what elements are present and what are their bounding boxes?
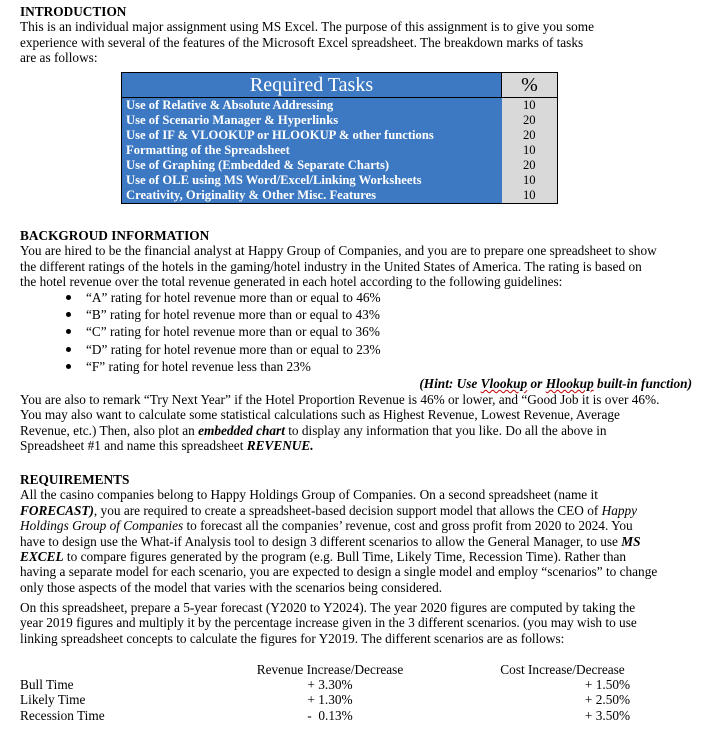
task-label: Use of Graphing (Embedded & Separate Charts) — [122, 158, 502, 173]
tasks-header-percent: % — [502, 73, 558, 98]
scenario-name: Recession Time — [20, 707, 105, 723]
req-line-5 — [20, 549, 692, 564]
scenario-header-blank — [20, 662, 250, 677]
scenario-row — [20, 708, 655, 723]
revenue-cell — [250, 677, 410, 692]
guideline-item — [20, 324, 692, 341]
req-line-4-text: have to design use the What-if Analysis tool to design 3 different scenarios to allow the General Manager, to use — [20, 533, 622, 549]
remark-line-1: You are also to remark “Try Next Year” if the Hotel Proportion Revenue is 46% or lower, and “Good Job it is over 46%. — [20, 392, 660, 407]
req-line-3 — [20, 518, 692, 533]
revenue-change: + 3.30% — [307, 677, 353, 693]
cost-cell — [470, 708, 655, 723]
task-row — [122, 143, 558, 158]
req-line-7: only those aspects of the model that varies with the scenarios being considered. — [20, 579, 443, 595]
task-label: Use of IF & VLOOKUP or HLOOKUP & other functions — [122, 128, 502, 143]
forecast-line-2: year 2019 figures and multiply it by the percentage increase given in the 3 different scenarios. (you may wish to use — [20, 615, 637, 631]
column-gap — [410, 708, 470, 723]
req-line-5-text: to compare figures generated by the program (e.g. Bull Time, Likely Time, Recession Time). Rather than — [63, 549, 627, 565]
column-gap — [410, 677, 470, 692]
cost-column-header: Cost Increase/Decrease — [500, 662, 625, 677]
remark-line-4-start: Spreadsheet #1 and name this spreadsheet — [20, 438, 247, 454]
hint-note — [419, 376, 692, 391]
remark-line-4 — [20, 438, 692, 453]
background-paragraph — [20, 392, 692, 454]
revenue-change: + 1.30% — [307, 692, 353, 708]
hint-hlookup: Hlookup — [545, 376, 594, 391]
task-percent: 10 — [502, 143, 558, 158]
cost-cell — [470, 692, 655, 707]
background-section — [20, 228, 692, 377]
guideline-item — [20, 342, 692, 359]
hint-prefix: (Hint: Use — [419, 376, 481, 391]
background-line-3: the hotel revenue over the total revenue generated in each hotel according to the following guidelines: — [20, 274, 563, 290]
task-percent: 10 — [502, 98, 558, 114]
forecast-sheet-name: FORECAST) — [20, 502, 94, 518]
task-percent: 20 — [502, 113, 558, 128]
revenue-change: - 0.13% — [307, 707, 353, 723]
background-line-1: You are hired to be the financial analyst at Happy Group of Companies, and you are to prepare one spreadsheet to show — [20, 243, 657, 259]
requirements-section — [20, 472, 692, 595]
task-row — [122, 188, 558, 204]
cost-change: + 2.50% — [584, 692, 631, 708]
guideline-text: “F” rating for hotel revenue less than 23% — [86, 359, 311, 375]
company-name: Holdings Group of Companies — [20, 518, 184, 534]
cost-change: + 1.50% — [584, 677, 631, 693]
remark-line-3-start: Revenue, etc.) Then, also plot an — [20, 422, 199, 438]
ms-word: MS — [621, 533, 641, 549]
requirements-heading: REQUIREMENTS — [20, 472, 130, 487]
scenario-row — [20, 692, 655, 707]
req-line-6: having a separate model for each scenario, you are expected to design a single model and employ “scenarios” to change — [20, 564, 658, 580]
required-tasks-table — [121, 72, 558, 204]
background-line-2: the different ratings of the hotels in the gaming/hotel industry in the United States of America. The rating is based on — [20, 258, 642, 274]
forecast-paragraph — [20, 600, 692, 646]
req-line-2 — [20, 503, 692, 518]
task-label: Use of OLE using MS Word/Excel/Linking Worksheets — [122, 173, 502, 188]
req-line-1: All the casino companies belong to Happy Holdings Group of Companies. On a second spreadsheet (name it — [20, 487, 598, 503]
scenarios-header-row — [20, 662, 655, 677]
req-line-3-text: to forecast all the companies’ revenue, cost and gross profit from 2020 to 2024. You — [183, 518, 633, 534]
revenue-cell — [250, 692, 410, 707]
task-label: Use of Scenario Manager & Hyperlinks — [122, 113, 502, 128]
task-percent: 20 — [502, 158, 558, 173]
rating-guidelines-list — [20, 290, 692, 377]
bullet-icon — [66, 312, 71, 317]
scenario-name: Likely Time — [20, 692, 86, 708]
req-line-2-text: , you are required to create a spreadsheet-based decision support model that allows the CEO of — [93, 502, 602, 518]
intro-line-2: experience with several of the features of the Microsoft Excel spreadsheet. The breakdown marks of tasks — [20, 34, 584, 50]
excel-word: EXCEL — [20, 549, 64, 565]
column-gap — [410, 662, 470, 677]
happy-word: Happy — [601, 502, 638, 518]
embedded-chart-term: embedded chart — [198, 422, 285, 438]
cost-cell — [470, 677, 655, 692]
task-label: Creativity, Originality & Other Misc. Features — [122, 188, 502, 204]
guideline-item — [20, 290, 692, 307]
task-percent: 20 — [502, 128, 558, 143]
req-line-4 — [20, 534, 692, 549]
task-row — [122, 98, 558, 114]
remark-line-3-end: to display any information that you like. Do all the above in — [284, 422, 607, 438]
hint-or: or — [527, 376, 546, 391]
remark-line-2: You may also want to calculate some statistical calculations such as Highest Revenue, Lowest Revenue, Average — [20, 407, 620, 423]
forecast-line-1: On this spreadsheet, prepare a 5-year forecast (Y2020 to Y2024). The year 2020 figures are computed by taking the — [20, 600, 636, 615]
forecast-line-3: linking spreadsheet concepts to calculate the figures for Y2019. The different scenarios are as follows: — [20, 630, 565, 646]
guideline-text: “A” rating for hotel revenue more than or equal to 46% — [86, 289, 381, 305]
scenario-row — [20, 677, 655, 692]
introduction-section — [20, 4, 692, 66]
task-percent: 10 — [502, 188, 558, 204]
revenue-sheet-name: REVENUE. — [246, 438, 314, 454]
hint-vlookup: Vlookup — [480, 376, 528, 391]
guideline-text: “D” rating for hotel revenue more than or equal to 23% — [86, 341, 381, 357]
hint-suffix: built-in function) — [593, 376, 692, 391]
background-heading: BACKGROUD INFORMATION — [20, 228, 210, 243]
task-row — [122, 173, 558, 188]
tasks-header-label: Required Tasks — [122, 73, 502, 98]
tasks-header-row — [122, 73, 558, 98]
intro-line-3: are as follows: — [20, 50, 98, 66]
task-row — [122, 128, 558, 143]
revenue-column-header: Revenue Increase/Decrease — [256, 662, 404, 677]
guideline-text: “B” rating for hotel revenue more than or equal to 43% — [86, 307, 380, 323]
remark-line-3 — [20, 423, 692, 438]
bullet-icon — [66, 347, 71, 352]
bullet-icon — [66, 364, 71, 369]
revenue-cell — [250, 708, 410, 723]
guideline-text: “C” rating for hotel revenue more than or equal to 36% — [86, 324, 380, 340]
task-label: Formatting of the Spreadsheet — [122, 143, 502, 158]
scenario-name: Bull Time — [20, 677, 74, 693]
task-label: Use of Relative & Absolute Addressing — [122, 98, 502, 114]
guideline-item — [20, 307, 692, 324]
intro-line-1: This is an individual major assignment using MS Excel. The purpose of this assignment is to give you some — [20, 19, 595, 35]
bullet-icon — [66, 329, 71, 334]
task-row — [122, 113, 558, 128]
introduction-heading: INTRODUCTION — [20, 4, 127, 19]
scenarios-table — [20, 662, 655, 723]
guideline-item — [20, 359, 692, 376]
cost-change: + 3.50% — [584, 707, 631, 723]
column-gap — [410, 692, 470, 707]
bullet-icon — [66, 295, 71, 300]
task-percent: 10 — [502, 173, 558, 188]
task-row — [122, 158, 558, 173]
